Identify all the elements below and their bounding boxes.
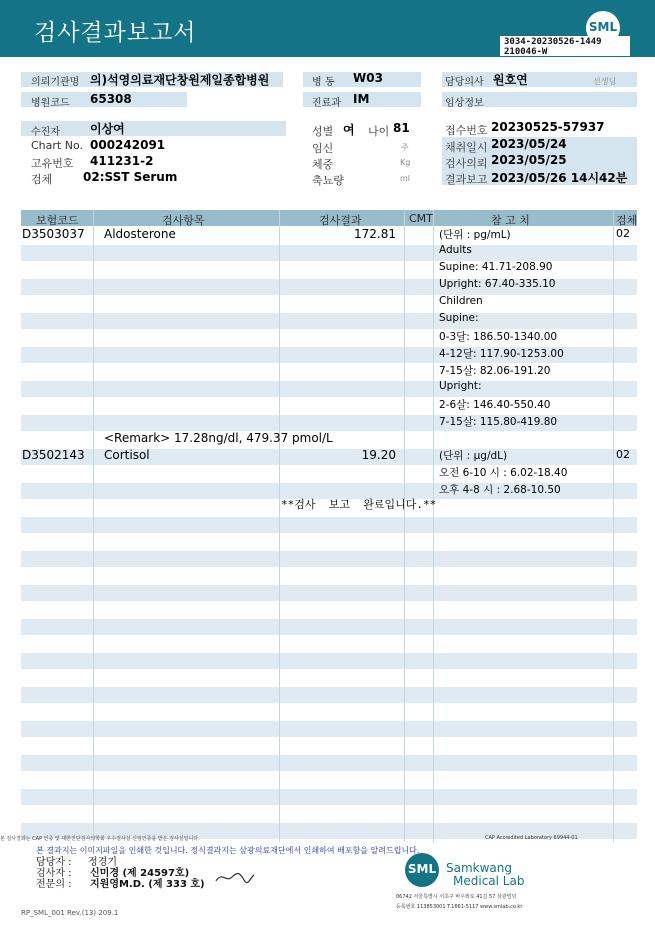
row-ref: 0-3달: 186.50-1340.00 <box>439 331 558 343</box>
brand-logo-icon: SML <box>405 853 439 887</box>
brand-name-1: Samkwang <box>446 861 512 875</box>
col-divider <box>404 210 405 842</box>
row-ref: Adults <box>439 244 472 256</box>
accession-label: 접수번호 <box>445 124 488 137</box>
row-ref: Children <box>439 295 483 307</box>
sml-logo: SML <box>586 11 620 45</box>
patient-bar <box>21 121 286 136</box>
row-ref: 오후 4-8 시 : 2.68-10.50 <box>439 484 561 496</box>
row-item: Aldosterone <box>104 227 176 241</box>
specimen-label: 검체 <box>31 173 53 186</box>
request-label: 검사의뢰 <box>445 157 488 170</box>
row-ref: 오전 6-10 시 : 6.02-18.40 <box>439 467 568 479</box>
row-stripe <box>21 245 637 261</box>
address-text: 06742 서울특별시 서초구 바우뫼로 41길 57 삼광빌딩 <box>396 894 517 900</box>
col-divider <box>93 210 94 842</box>
chart-label: Chart No. <box>31 139 83 152</box>
row-ref: (단위 : μg/dL) <box>439 450 508 462</box>
sex-label: 성별 <box>312 125 334 138</box>
staff-label-3: 전문의 : <box>36 879 72 890</box>
preg-unit: 주 <box>401 143 409 152</box>
row-item: Cortisol <box>104 448 150 462</box>
age-value: 81 <box>393 121 410 135</box>
th-specimen: 검체 <box>616 214 638 227</box>
row-specimen: 02 <box>616 227 630 240</box>
row-stripe <box>21 789 637 805</box>
th-cmt: CMT <box>409 212 433 225</box>
notice-text: 본 결과지는 이미지파일을 인쇄한 것입니다. 정식결과지는 삼광의료재단에서 인쇄하여 배포함을 알려드립니다. <box>36 846 420 855</box>
hospital-code-value: 65308 <box>90 92 132 106</box>
row-item: <Remark> 17.28ng/dl, 479.37 pmol/L <box>104 431 333 445</box>
row-stripe <box>21 585 637 601</box>
sex-value: 여 <box>343 123 355 137</box>
th-result: 검사결과 <box>319 214 362 227</box>
institution-label: 의뢰기관명 <box>31 77 80 88</box>
report-label: 결과보고 <box>445 173 488 186</box>
row-ref: Supine: <box>439 312 479 324</box>
collect-value: 2023/05/24 <box>491 137 567 151</box>
dept-label: 진료과 <box>312 98 341 109</box>
form-code: RP_SML_001 Rev.(13) 209.1 <box>21 909 119 917</box>
row-stripe <box>21 381 637 397</box>
doctor-suffix: 선생님 <box>593 77 617 86</box>
weight-label: 체중 <box>312 158 334 171</box>
col-divider <box>433 210 434 842</box>
row-result: 172.81 <box>354 227 396 241</box>
cap-text: CAP Accredited Laboratory 69944-01 <box>485 835 578 841</box>
row-specimen: 02 <box>616 448 630 461</box>
row-stripe <box>21 721 637 737</box>
row-ref: 7-15살: 82.06-191.20 <box>439 365 551 377</box>
chart-value: 000242091 <box>90 138 166 152</box>
patient-value: 이상여 <box>90 122 125 136</box>
row-code: D3503037 <box>22 227 85 241</box>
slip-number <box>500 36 630 56</box>
hospital-code-label: 병원코드 <box>31 98 70 109</box>
urine-label: 축뇨량 <box>312 174 344 187</box>
row-stripe <box>21 619 637 635</box>
ward-value: W03 <box>353 71 383 85</box>
slip-line-1: 3034-20230526-1449 <box>504 37 602 47</box>
specimen-value: 02:SST Serum <box>83 170 178 184</box>
row-result: 19.20 <box>361 448 396 462</box>
row-ref: Upright: 67.40-335.10 <box>439 278 556 290</box>
staff-label-2: 검사자 : <box>36 868 72 879</box>
collect-label: 채취일시 <box>445 141 488 154</box>
report-title: 검사결과보고서 <box>34 20 197 46</box>
completion-text: **검사 보고 완료입니다.** <box>281 498 437 511</box>
clinical-label: 임상정보 <box>445 98 484 109</box>
th-code: 보험코드 <box>36 214 79 227</box>
row-ref: 4-12달: 117.90-1253.00 <box>439 348 564 360</box>
accession-value: 20230525-57937 <box>491 120 605 134</box>
row-stripe <box>21 551 637 567</box>
weight-unit: Kg <box>400 158 411 167</box>
row-stripe <box>21 755 637 771</box>
request-value: 2023/05/25 <box>491 153 567 167</box>
staff-label-1: 담당자 : <box>36 857 72 868</box>
urine-unit: ml <box>400 174 411 183</box>
doctor-label: 담당의사 <box>445 77 484 88</box>
row-stripe <box>21 687 637 703</box>
col-divider <box>279 210 280 842</box>
preg-label: 임신 <box>312 142 334 155</box>
row-ref: Upright: <box>439 380 482 392</box>
th-ref: 참 고 치 <box>491 214 530 227</box>
patient-label: 수진자 <box>31 127 60 138</box>
id-value: 411231-2 <box>90 154 154 168</box>
row-ref: (단위 : pg/mL) <box>439 229 511 241</box>
row-stripe <box>21 313 637 329</box>
staff-name-2: 신미경 (제 24597호) <box>90 868 190 879</box>
row-ref: 7-15살: 115.80-419.80 <box>439 416 558 428</box>
slip-line-2: 210046-W <box>504 47 548 57</box>
ward-label: 병 동 <box>312 77 335 88</box>
doctor-value: 원호연 <box>493 73 528 87</box>
fine-print: 본 검사결과는 CAP 인증 및 대한진단검사의학회 우수검사실 신임인증을 받은 검사실입니다. <box>0 836 200 842</box>
th-item: 검사항목 <box>162 214 205 227</box>
report-value: 2023/05/26 14시42분 <box>491 171 628 185</box>
age-label: 나이 <box>368 125 390 138</box>
col-divider <box>613 210 614 842</box>
institution-value: 의)석영의료재단창원제일종합병원 <box>90 73 270 87</box>
row-stripe <box>21 517 637 533</box>
row-ref: 2-6살: 146.40-550.40 <box>439 399 551 411</box>
staff-name-3: 지원영M.D. (제 333 호) <box>90 879 205 890</box>
row-code: D3502143 <box>22 448 85 462</box>
id-label: 고유번호 <box>31 157 74 170</box>
signature-icon <box>214 869 256 885</box>
staff-name-1: 정경기 <box>88 857 117 868</box>
brand-name-2: Medical Lab <box>453 874 525 888</box>
phone-text: 등록번호 113853001 T.1661-5117 www.smlab.co.kr <box>396 904 523 910</box>
row-ref: Supine: 41.71-208.90 <box>439 261 553 273</box>
dept-value: IM <box>353 92 370 106</box>
row-stripe <box>21 653 637 669</box>
